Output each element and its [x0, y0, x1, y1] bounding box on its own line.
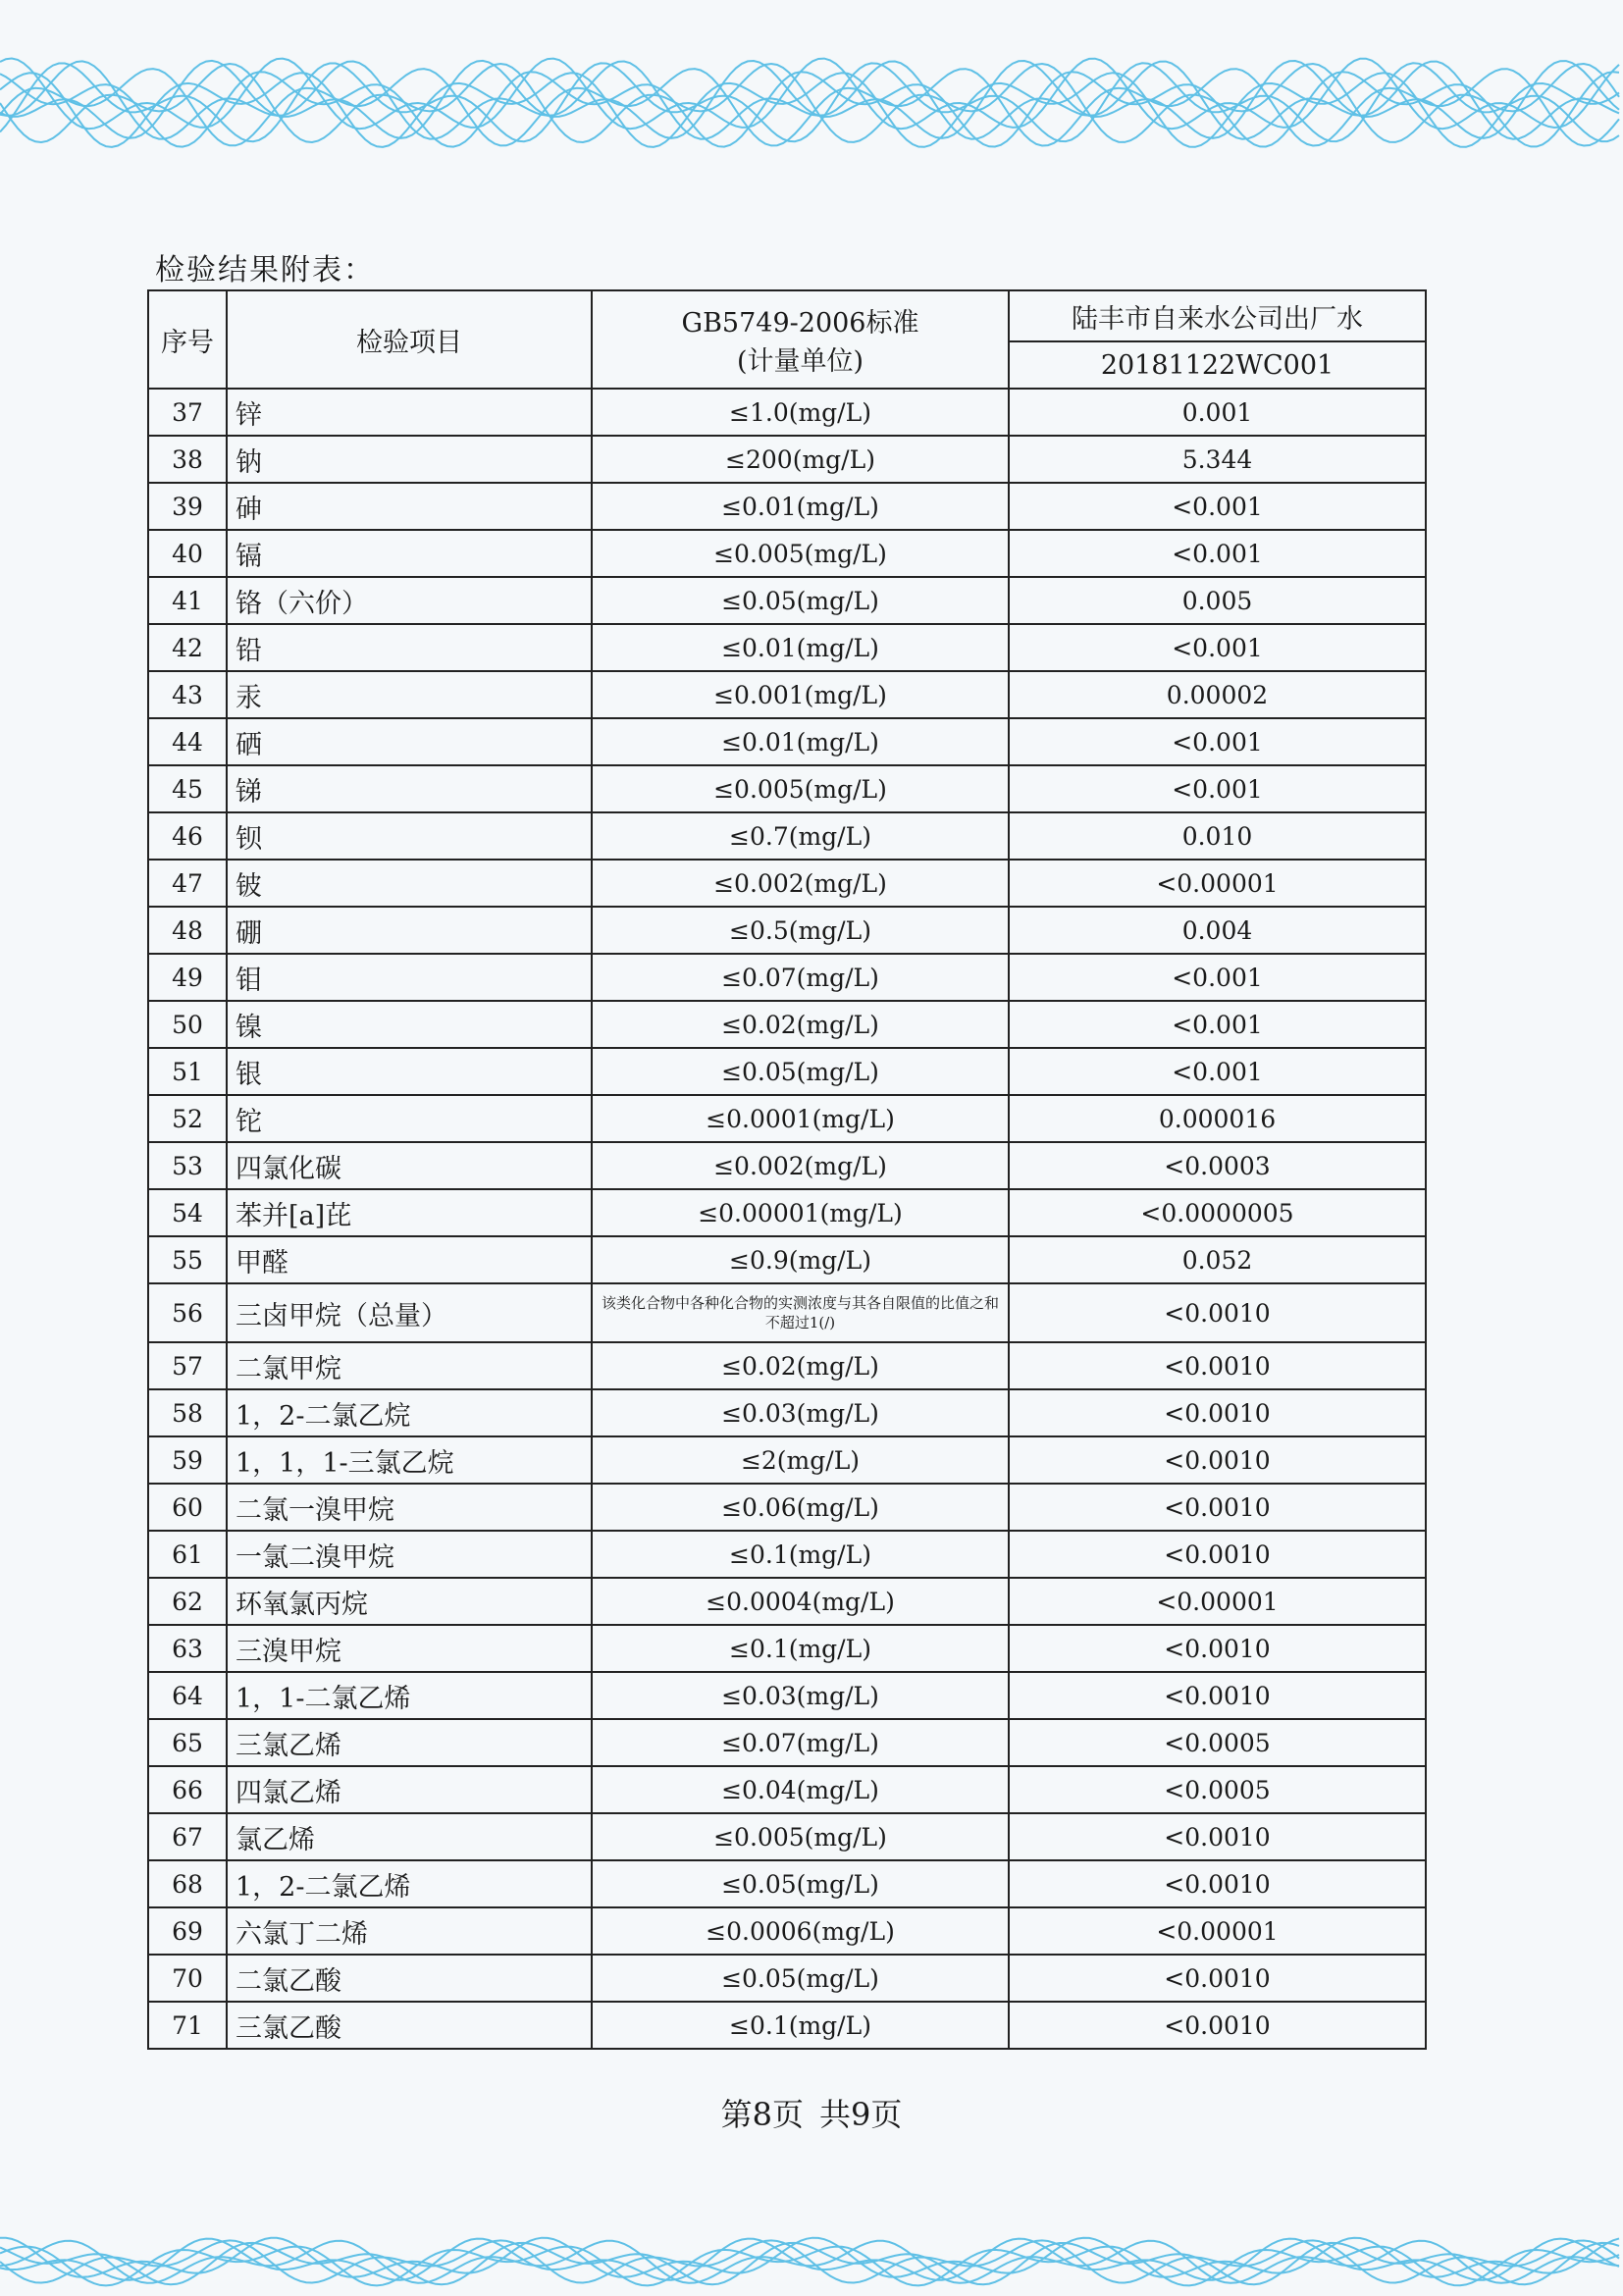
row-value: <0.001 — [1009, 1001, 1426, 1048]
table-row — [148, 389, 1426, 436]
row-number: 62 — [148, 1578, 227, 1625]
row-value: <0.0010 — [1009, 1672, 1426, 1719]
row-limit: ≤0.06(mg/L) — [592, 1484, 1009, 1531]
row-limit: ≤0.1(mg/L) — [592, 1531, 1009, 1578]
table-row — [148, 483, 1426, 530]
row-number: 61 — [148, 1531, 227, 1578]
table-row — [148, 718, 1426, 765]
row-number: 52 — [148, 1095, 227, 1142]
table-row — [148, 1142, 1426, 1189]
table-row — [148, 1813, 1426, 1860]
row-limit: ≤0.01(mg/L) — [592, 718, 1009, 765]
row-number: 46 — [148, 812, 227, 860]
row-item: 铅 — [227, 624, 592, 671]
row-value: <0.0003 — [1009, 1142, 1426, 1189]
row-item: 四氯化碳 — [227, 1142, 592, 1189]
row-limit: ≤0.01(mg/L) — [592, 483, 1009, 530]
table-row — [148, 1389, 1426, 1436]
row-limit: ≤0.5(mg/L) — [592, 907, 1009, 954]
table-row — [148, 860, 1426, 907]
top-guilloche-border — [0, 39, 1623, 167]
row-item: 1，2-二氯乙烯 — [227, 1860, 592, 1907]
row-number: 40 — [148, 530, 227, 577]
table-row — [148, 954, 1426, 1001]
row-number: 58 — [148, 1389, 227, 1436]
table-row — [148, 1578, 1426, 1625]
row-limit: ≤0.02(mg/L) — [592, 1001, 1009, 1048]
row-item: 氯乙烯 — [227, 1813, 592, 1860]
row-value: <0.001 — [1009, 530, 1426, 577]
table-row — [148, 577, 1426, 624]
table-row — [148, 1189, 1426, 1236]
row-number: 50 — [148, 1001, 227, 1048]
table-row — [148, 1342, 1426, 1389]
row-item: 1，1，1-三氯乙烷 — [227, 1436, 592, 1484]
table-row — [148, 1095, 1426, 1142]
row-number: 71 — [148, 2002, 227, 2049]
row-value: <0.001 — [1009, 624, 1426, 671]
table-row — [148, 530, 1426, 577]
row-number: 65 — [148, 1719, 227, 1766]
row-number: 60 — [148, 1484, 227, 1531]
row-limit: ≤0.05(mg/L) — [592, 577, 1009, 624]
row-value: 0.00002 — [1009, 671, 1426, 718]
row-item: 二氯乙酸 — [227, 1955, 592, 2002]
row-number: 41 — [148, 577, 227, 624]
row-limit: ≤0.0006(mg/L) — [592, 1907, 1009, 1955]
row-value: <0.00001 — [1009, 1578, 1426, 1625]
row-item: 钡 — [227, 812, 592, 860]
row-number: 69 — [148, 1907, 227, 1955]
row-number: 42 — [148, 624, 227, 671]
table-row — [148, 1484, 1426, 1531]
table-row — [148, 624, 1426, 671]
row-item: 三氯乙酸 — [227, 2002, 592, 2049]
header-sample-code: 20181122WC001 — [1009, 341, 1426, 389]
row-limit: ≤0.0001(mg/L) — [592, 1095, 1009, 1142]
table-row — [148, 812, 1426, 860]
row-limit: ≤2(mg/L) — [592, 1436, 1009, 1484]
row-value: <0.001 — [1009, 765, 1426, 812]
row-limit: ≤0.0004(mg/L) — [592, 1578, 1009, 1625]
row-item: 镉 — [227, 530, 592, 577]
row-number: 70 — [148, 1955, 227, 2002]
row-number: 48 — [148, 907, 227, 954]
row-limit: ≤0.07(mg/L) — [592, 1719, 1009, 1766]
row-number: 51 — [148, 1048, 227, 1095]
table-row — [148, 1283, 1426, 1342]
row-item: 三溴甲烷 — [227, 1625, 592, 1672]
row-limit: ≤0.03(mg/L) — [592, 1672, 1009, 1719]
row-limit: ≤0.001(mg/L) — [592, 671, 1009, 718]
row-number: 64 — [148, 1672, 227, 1719]
row-limit: ≤0.002(mg/L) — [592, 1142, 1009, 1189]
row-value: <0.0010 — [1009, 1860, 1426, 1907]
row-value: 5.344 — [1009, 436, 1426, 483]
row-limit: ≤0.7(mg/L) — [592, 812, 1009, 860]
row-limit: ≤1.0(mg/L) — [592, 389, 1009, 436]
table-row — [148, 1048, 1426, 1095]
row-item: 硒 — [227, 718, 592, 765]
row-number: 56 — [148, 1283, 227, 1342]
row-item: 二氯甲烷 — [227, 1342, 592, 1389]
row-value: <0.0010 — [1009, 1955, 1426, 2002]
row-limit: ≤0.04(mg/L) — [592, 1766, 1009, 1813]
row-limit: ≤200(mg/L) — [592, 436, 1009, 483]
table-row — [148, 1719, 1426, 1766]
row-limit: ≤0.03(mg/L) — [592, 1389, 1009, 1436]
table-row — [148, 1672, 1426, 1719]
row-number: 68 — [148, 1860, 227, 1907]
bottom-guilloche-border — [0, 2227, 1623, 2296]
row-number: 45 — [148, 765, 227, 812]
header-sample: 陆丰市自来水公司出厂水 — [1009, 290, 1426, 341]
row-limit: ≤0.002(mg/L) — [592, 860, 1009, 907]
row-value: <0.0010 — [1009, 1342, 1426, 1389]
row-value: 0.001 — [1009, 389, 1426, 436]
row-item: 锌 — [227, 389, 592, 436]
row-value: <0.0005 — [1009, 1719, 1426, 1766]
row-number: 38 — [148, 436, 227, 483]
row-item: 六氯丁二烯 — [227, 1907, 592, 1955]
row-item: 铊 — [227, 1095, 592, 1142]
row-item: 铍 — [227, 860, 592, 907]
row-limit: ≤0.05(mg/L) — [592, 1860, 1009, 1907]
row-number: 54 — [148, 1189, 227, 1236]
table-caption: 检验结果附表： — [155, 253, 375, 287]
row-item: 铬（六价） — [227, 577, 592, 624]
row-item: 三卤甲烷（总量） — [227, 1283, 592, 1342]
row-value: <0.0000005 — [1009, 1189, 1426, 1236]
header-standard-unit: (计量单位) — [736, 346, 864, 377]
row-number: 67 — [148, 1813, 227, 1860]
row-value: <0.001 — [1009, 1048, 1426, 1095]
row-number: 63 — [148, 1625, 227, 1672]
row-value: <0.00001 — [1009, 1907, 1426, 1955]
row-value: <0.0005 — [1009, 1766, 1426, 1813]
page-number: 第8页 — [720, 2096, 804, 2133]
row-value: <0.0010 — [1009, 1436, 1426, 1484]
row-limit: ≤0.01(mg/L) — [592, 624, 1009, 671]
row-limit: ≤0.05(mg/L) — [592, 1048, 1009, 1095]
row-value: 0.004 — [1009, 907, 1426, 954]
row-limit: ≤0.005(mg/L) — [592, 1813, 1009, 1860]
table-row — [148, 1955, 1426, 2002]
row-limit: 该类化合物中各种化合物的实测浓度与其各自限值的比值之和不超过1(/) — [592, 1283, 1009, 1342]
results-body — [148, 389, 1426, 2049]
row-limit: ≤0.07(mg/L) — [592, 954, 1009, 1001]
row-item: 砷 — [227, 483, 592, 530]
row-value: <0.001 — [1009, 954, 1426, 1001]
row-value: <0.001 — [1009, 483, 1426, 530]
row-value: 0.010 — [1009, 812, 1426, 860]
row-number: 43 — [148, 671, 227, 718]
row-number: 55 — [148, 1236, 227, 1283]
row-item: 1，2-二氯乙烷 — [227, 1389, 592, 1436]
row-number: 49 — [148, 954, 227, 1001]
row-item: 银 — [227, 1048, 592, 1095]
row-limit: ≤0.9(mg/L) — [592, 1236, 1009, 1283]
table-row — [148, 2002, 1426, 2049]
table-row — [148, 671, 1426, 718]
row-value: 0.005 — [1009, 577, 1426, 624]
row-value: 0.000016 — [1009, 1095, 1426, 1142]
row-value: <0.0010 — [1009, 1283, 1426, 1342]
row-item: 钼 — [227, 954, 592, 1001]
row-limit: ≤0.02(mg/L) — [592, 1342, 1009, 1389]
row-item: 镍 — [227, 1001, 592, 1048]
header-seq: 序号 — [148, 290, 227, 389]
row-number: 47 — [148, 860, 227, 907]
table-row — [148, 1625, 1426, 1672]
table-row — [148, 1860, 1426, 1907]
row-limit: ≤0.00001(mg/L) — [592, 1189, 1009, 1236]
row-value: <0.00001 — [1009, 860, 1426, 907]
row-number: 44 — [148, 718, 227, 765]
row-value: <0.001 — [1009, 718, 1426, 765]
row-limit: ≤0.1(mg/L) — [592, 1625, 1009, 1672]
row-limit: ≤0.05(mg/L) — [592, 1955, 1009, 2002]
row-item: 环氧氯丙烷 — [227, 1578, 592, 1625]
row-item: 苯并[a]芘 — [227, 1189, 592, 1236]
row-value: <0.0010 — [1009, 1389, 1426, 1436]
row-item: 1，1-二氯乙烯 — [227, 1672, 592, 1719]
row-value: <0.0010 — [1009, 1531, 1426, 1578]
row-number: 53 — [148, 1142, 227, 1189]
header-standard — [592, 290, 1009, 389]
table-row — [148, 1531, 1426, 1578]
row-value: <0.0010 — [1009, 2002, 1426, 2049]
table-row — [148, 1236, 1426, 1283]
table-row — [148, 1001, 1426, 1048]
row-number: 59 — [148, 1436, 227, 1484]
page-footer — [0, 2090, 1623, 2135]
row-item: 汞 — [227, 671, 592, 718]
page-total: 共9页 — [819, 2096, 903, 2133]
row-number: 57 — [148, 1342, 227, 1389]
row-item: 甲醛 — [227, 1236, 592, 1283]
table-row — [148, 436, 1426, 483]
row-item: 钠 — [227, 436, 592, 483]
row-item: 硼 — [227, 907, 592, 954]
table-row — [148, 1436, 1426, 1484]
table-row — [148, 1766, 1426, 1813]
row-item: 二氯一溴甲烷 — [227, 1484, 592, 1531]
row-value: <0.0010 — [1009, 1484, 1426, 1531]
row-item: 一氯二溴甲烷 — [227, 1531, 592, 1578]
header-item: 检验项目 — [227, 290, 592, 389]
row-item: 三氯乙烯 — [227, 1719, 592, 1766]
header-standard-name: GB5749-2006标准 — [681, 308, 919, 339]
row-limit: ≤0.005(mg/L) — [592, 530, 1009, 577]
row-limit: ≤0.1(mg/L) — [592, 2002, 1009, 2049]
row-number: 39 — [148, 483, 227, 530]
table-row — [148, 1907, 1426, 1955]
row-value: 0.052 — [1009, 1236, 1426, 1283]
row-number: 66 — [148, 1766, 227, 1813]
table-row — [148, 765, 1426, 812]
row-item: 四氯乙烯 — [227, 1766, 592, 1813]
row-number: 37 — [148, 389, 227, 436]
row-value: <0.0010 — [1009, 1813, 1426, 1860]
row-limit: ≤0.005(mg/L) — [592, 765, 1009, 812]
row-item: 锑 — [227, 765, 592, 812]
table-row — [148, 907, 1426, 954]
row-value: <0.0010 — [1009, 1625, 1426, 1672]
results-table — [147, 289, 1427, 2050]
